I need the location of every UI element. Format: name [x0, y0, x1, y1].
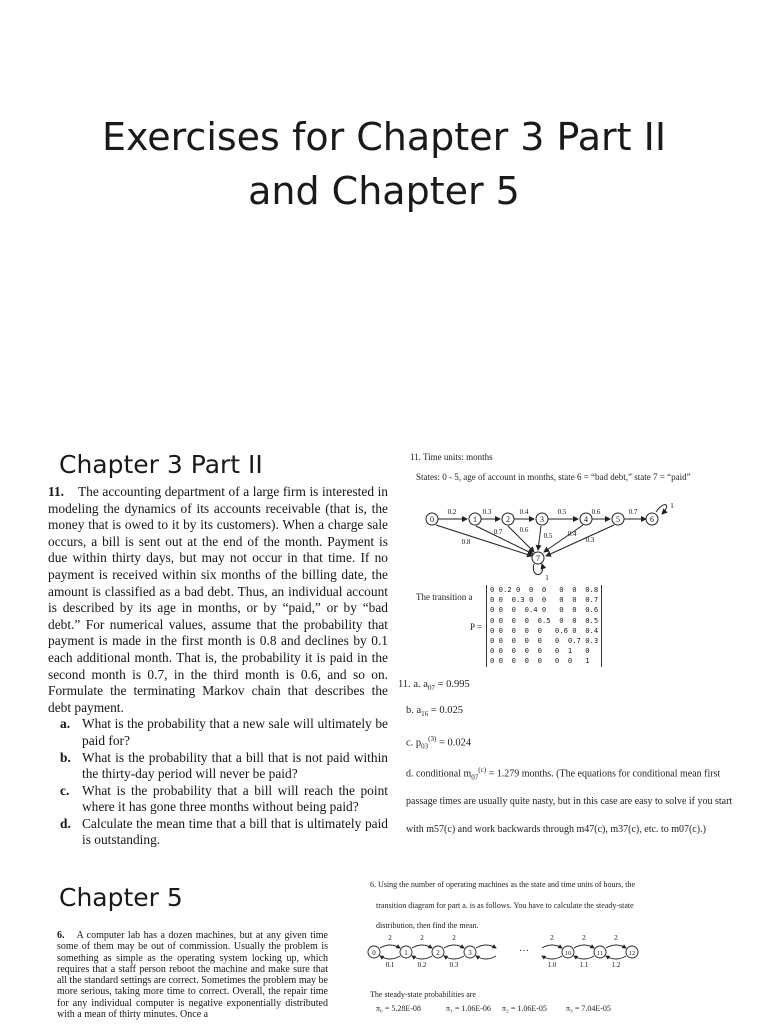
edge-label: 0.5	[543, 532, 553, 540]
edge-label: 0.2	[447, 508, 457, 516]
matrix-row: 0 0 0 0 0 0 0.7 0.3	[490, 636, 599, 646]
edge-label: 1	[545, 574, 549, 582]
question-list	[48, 716, 388, 849]
edge-label: 2	[582, 934, 586, 942]
problem-number: 6.	[57, 930, 65, 941]
node-label: 0	[372, 949, 376, 957]
steady-state-value: π₁ = 1.06E-06	[446, 1004, 491, 1013]
chapter5-problem	[57, 930, 328, 1020]
states-line: States: 0 - 5, age of account in months, state 6 = “bad debt,” state 7 = “paid”	[416, 472, 691, 482]
node-label: 3	[468, 949, 472, 957]
problem-text: A computer lab has a dozen machines, but at any given time some of them may be out of commission. Usually the problem is something as simple as the operating system locking up, which requires that a staff person reboot the machine and make sure that all the standard settings are correct. Sometimes the problem may be more serious, taking more time to correct. Overall, the repair time for any individual computer is negative exponentially distributed with a mean of thirty minutes. Once a	[57, 930, 328, 1021]
problem-text: The accounting department of a large firm is interested in modeling the dynamics of its accounts receivable (that is, the money that is owed to it by its customers). When a charge sale occurs, a bill is sent out at the end of the month. Payment is due within thirty days, but may not occur in that time. If no payment is received within six months of the billing date, the amount is classified as a bad debt. Thus, an individual account is described by its age in months, or by “paid,” or by “bad debt.” For numerical values, assume that the probability that payment is made in the first month is 0.8 and declines by 0.1 each additional month. That is, the probability it is paid in the second month is 0.7, in the third month is 0.6, and so on. Formulate the terminating Markov chain that describes the debt payment.	[48, 484, 388, 715]
birth-death-diagram	[366, 934, 666, 968]
question-item: d. Calculate the mean time that a bill that is ultimately paid is outstanding.	[60, 815, 388, 848]
edge-label: 0.6	[519, 526, 529, 534]
matrix-row: 0 0.2 0 0 0 0 0 0.8	[490, 585, 599, 594]
steady-state-heading: The steady-state probabilities are	[370, 990, 476, 999]
steady-state-value: π₀ = 5.28E-08	[376, 1004, 421, 1013]
answer-d-line-3: with m57(c) and work backwards through m47(c), m37(c), etc. to m07(c).)	[406, 824, 706, 835]
edge-label: 1	[670, 502, 674, 510]
edge-label: 0.3	[449, 961, 459, 968]
edge-label: 2	[420, 934, 424, 942]
node-label: 12	[629, 951, 635, 957]
matrix-row: 0 0 0 0 0 0.6 0 0.4	[490, 625, 599, 635]
matrix-row: 0 0 0.3 0 0 0 0 0.7	[490, 595, 599, 605]
node-label: 6	[650, 515, 654, 524]
problem-number: 11.	[48, 484, 64, 499]
edge-label: 0.4	[519, 508, 529, 516]
edge-label: 0.7	[493, 528, 503, 536]
edge-label: 0.6	[591, 508, 601, 516]
answer-d-line-2: passage times are usually quite nasty, but in this case are easy to solve if you start	[406, 796, 733, 807]
edge-label: 2	[388, 934, 392, 942]
deck-title	[0, 110, 768, 218]
node-label: 3	[540, 515, 544, 524]
node-label: 11	[597, 951, 603, 957]
answer-a: 11. a. $a_{07} = 0.995$	[398, 679, 470, 693]
matrix-row: 0 0 0 0 0 0 0 1	[490, 656, 590, 666]
ch5-intro-line-1: 6. Using the number of operating machines as the state and time units of hours, the	[370, 880, 636, 889]
matrix-symbol: P =	[470, 622, 482, 632]
question-item: c. What is the probability that a bill will reach the point where it has gone three months without being paid?	[60, 782, 388, 815]
matrix-row: 0 0 0 0.4 0 0 0 0.6	[490, 605, 599, 615]
edge-label: 2	[550, 934, 554, 942]
edge-label: 1.0	[547, 961, 557, 968]
markov-chain-diagram	[418, 498, 678, 582]
edge-label: 0.4	[567, 530, 577, 538]
matrix-row: 0 0 0 0 0 0 1 0	[490, 646, 590, 656]
edge-label: 0.5	[557, 508, 567, 516]
edge-label: 0.7	[628, 508, 638, 516]
ch5-intro-line-3: distribution, then find the mean.	[376, 921, 479, 930]
edge-label: 0.3	[482, 508, 492, 516]
steady-state-value: π₃ = 7.04E-05	[566, 1004, 611, 1013]
problem-11-statement	[48, 484, 388, 716]
edge-label: 0.1	[385, 961, 395, 968]
steady-state-value: π₂ = 1.06E-05	[502, 1004, 547, 1013]
question-item: a. What is the probability that a new sale will ultimately be paid for?	[60, 716, 388, 748]
chapter3-heading: Chapter 3 Part II	[59, 450, 263, 479]
node-label: 2	[436, 949, 440, 957]
transition-matrix	[486, 585, 602, 667]
edge-label: 0.8	[461, 538, 471, 546]
ellipsis: ···	[519, 946, 529, 957]
deck-title-line-1: Exercises for Chapter 3 Part II	[101, 115, 667, 159]
chapter3-problem	[48, 484, 388, 849]
edge-label: 0.2	[417, 961, 427, 968]
matrix-row: 0 0 0 0 0.5 0 0 0.5	[490, 615, 599, 625]
edge-label: 1.2	[611, 961, 621, 968]
node-label: 1	[404, 949, 408, 957]
node-label: 4	[584, 515, 588, 524]
deck-title-line-2: and Chapter 5	[248, 169, 520, 213]
answer-c: c. $p_{03}^{(3)} = 0.024$	[406, 735, 472, 751]
time-units-line: 11. Time units: months	[410, 452, 493, 462]
node-label: 2	[506, 515, 510, 524]
edge-label: 2	[614, 934, 618, 942]
node-label: 1	[473, 515, 477, 524]
edge-label: 0.3	[585, 536, 595, 544]
edge-label: 2	[452, 934, 456, 942]
matrix-caption: The transition a	[416, 592, 473, 602]
ch5-intro-line-2: transition diagram for part a. is as follows. You have to calculate the steady-state	[376, 901, 634, 910]
node-label: 5	[616, 515, 620, 524]
node-label: 0	[430, 515, 434, 524]
answer-d-line-1: d. conditional $m_{07}^{(c)} = 1.279$ months. (The equations for conditional mean first	[406, 766, 721, 782]
node-label: 10	[565, 951, 571, 957]
question-item: b. What is the probability that a bill that is not paid within the thirty-day period will never be paid?	[60, 749, 388, 782]
node-label: 7	[536, 554, 540, 563]
edge-label: 1.1	[579, 961, 589, 968]
chapter5-heading: Chapter 5	[59, 883, 183, 912]
answer-b: b. $a_{16} = 0.025$	[406, 705, 463, 719]
